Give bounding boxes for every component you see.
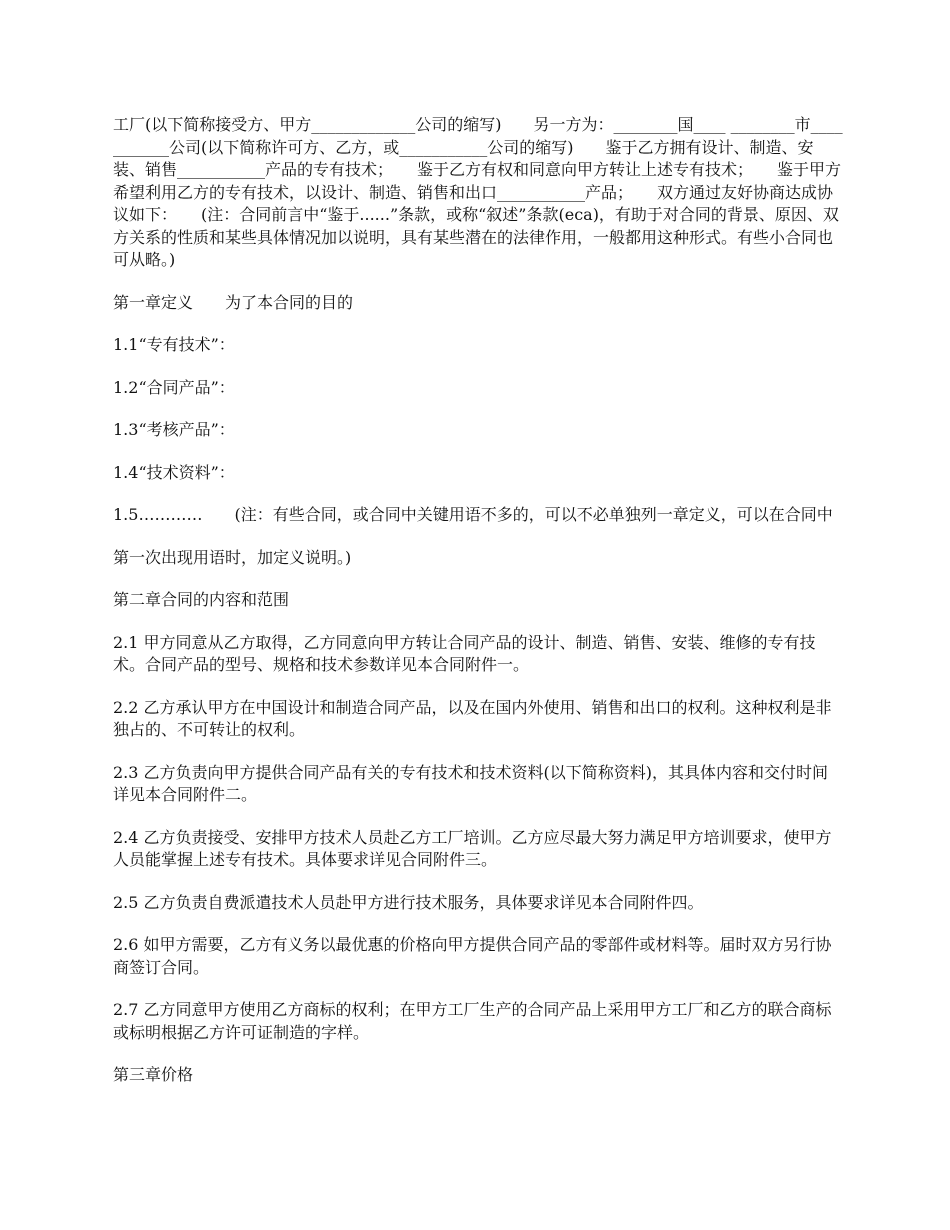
- definition-1-1: 1.1“专有技术”：: [113, 335, 235, 354]
- contract-preamble: 工厂(以下简称接受方、甲方_____________公司的缩写) 另一方为：________国____ ________市___________公司(以下简称许可方、乙方，或___________公司的缩写) 鉴于乙方拥有设计、制造、安装、销售___________产品的专有技术； 鉴于乙方有权和同意向甲方转让上述专有技术； 鉴于甲方希望利用乙方的专有技术，以设计、制造、销售和出口___________产品； 双方通过友好协商达成协议如下： (注：合同前言中“鉴于......”条款，或称“叙述”条款(eca)，有助于对合同的背景、原因、双方关系的性质和某些具体情况加以说明，具有某些潜在的法律作用，一般都用这种形式。有些小合同也可从略。): [113, 115, 843, 269]
- definition-note-continued: 第一次出现用语时，加定义说明。): [113, 547, 352, 567]
- chapter-3-heading: 第三章价格: [113, 1065, 194, 1084]
- clause-2-5: 2.5 乙方负责自费派遣技术人员赴甲方进行技术服务，具体要求详见本合同附件四。: [113, 892, 704, 912]
- clause-2-1: 2.1 甲方同意从乙方取得，乙方同意向甲方转让合同产品的设计、制造、销售、安装、维修的专有技术。合同产品的型号、规格和技术参数详见本合同附件一。: [113, 632, 816, 674]
- definition-1-5: 1.5………… (注：有些合同，或合同中关键用语不多的，可以不必单独列一章定义，可以在合同中: [113, 505, 833, 524]
- chapter-2-heading: 第二章合同的内容和范围: [113, 590, 290, 609]
- clause-2-7: 2.7 乙方同意甲方使用乙方商标的权利；在甲方工厂生产的合同产品上采用甲方工厂和乙方的联合商标或标明根据乙方许可证制造的字样。: [113, 1000, 832, 1042]
- chapter-1-heading: 第一章定义 为了本合同的目的: [113, 292, 354, 312]
- definition-1-3: 1.3“考核产品”：: [113, 420, 235, 439]
- clause-2-6: 2.6 如甲方需要，乙方有义务以最优惠的价格向甲方提供合同产品的零部件或材料等。届时双方另行协商签订合同。: [113, 935, 832, 977]
- definition-1-2: 1.2“合同产品”：: [113, 377, 235, 397]
- definition-1-4: 1.4“技术资料”：: [113, 462, 235, 482]
- clause-2-4: 2.4 乙方负责接受、安排甲方技术人员赴乙方工厂培训。乙方应尽最大努力满足甲方培训要求，使甲方人员能掌握上述专有技术。具体要求详见合同附件三。: [113, 827, 832, 869]
- document-body: [113, 114, 843, 1107]
- clause-2-2: 2.2 乙方承认甲方在中国设计和制造合同产品，以及在国内外使用、销售和出口的权利。这种权利是非独占的、不可转让的权利。: [113, 697, 832, 739]
- clause-2-3: 2.3 乙方负责向甲方提供合同产品有关的专有技术和技术资料(以下简称资料)，其具体内容和交付时间详见本合同附件二。: [113, 762, 829, 804]
